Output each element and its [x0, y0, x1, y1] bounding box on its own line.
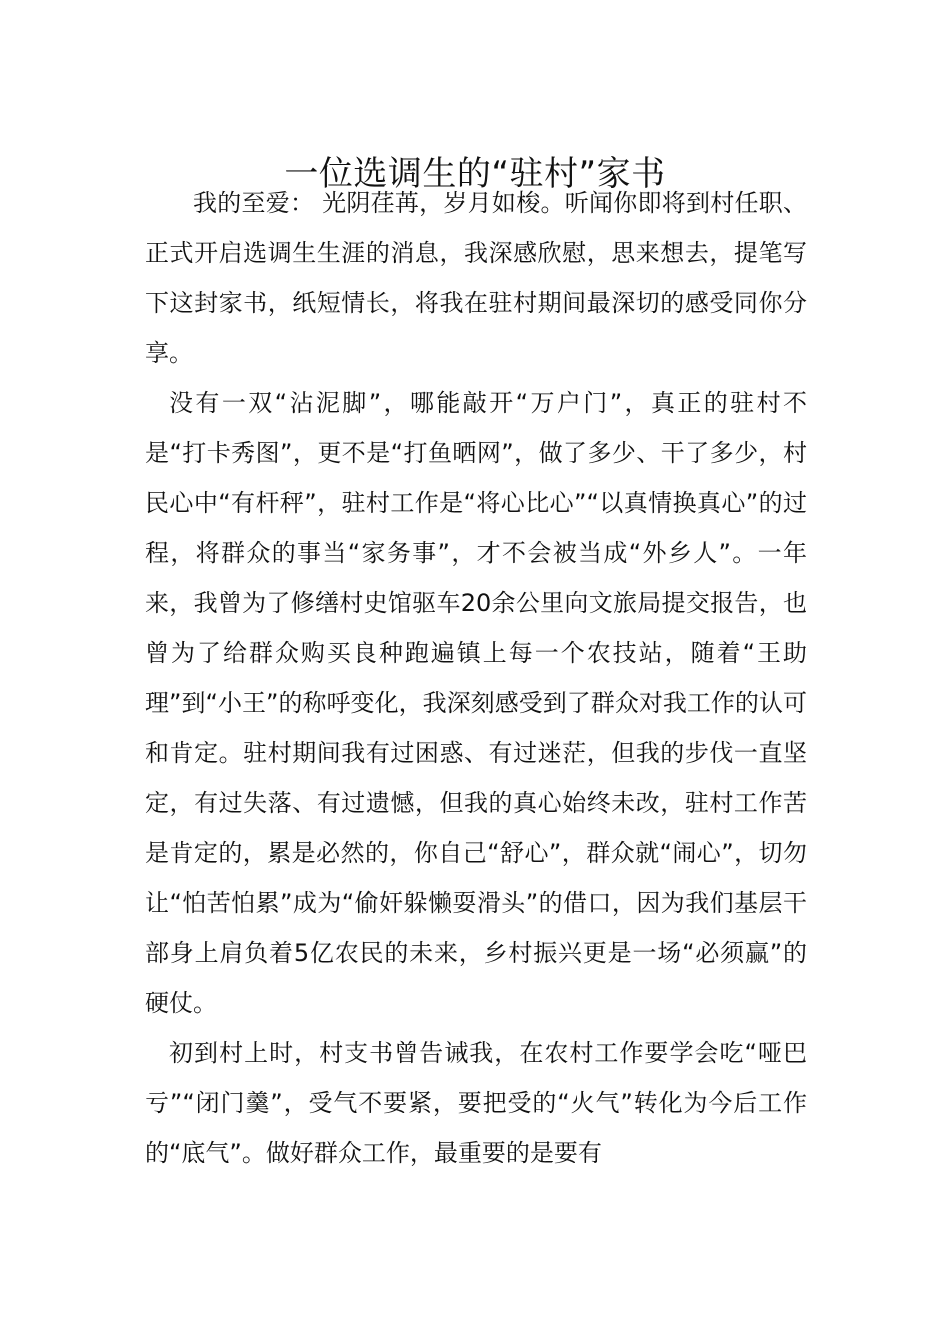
document-body: [145, 178, 807, 1178]
paragraph-village-work: 没有一双“沾泥脚”，哪能敲开“万户门”，真正的驻村不是“打卡秀图”，更不是“打鱼晒网”，做了多少、干了多少，村民心中“有杆秤”，驻村工作是“将心比心”“以真情换真心”的过程，将群众的事当“家务事”，才不会被当成“外乡人”。一年来，我曾为了修缮村史馆驱车20余公里向文旅局提交报告，也曾为了给群众购买良种跑遍镇上每一个农技站，随着“王助理”到“小王”的称呼变化，我深刻感受到了群众对我工作的认可和肯定。驻村期间我有过困惑、有过迷茫，但我的步伐一直坚定，有过失落、有过遗憾，但我的真心始终未改，驻村工作苦是肯定的，累是必然的，你自己“舒心”，群众就“闹心”，切勿让“怕苦怕累”成为“偷奸躲懒耍滑头”的借口，因为我们基层干部身上肩负着5亿农民的未来，乡村振兴更是一场“必须赢”的硬仗。: [145, 389, 807, 1017]
paragraph-greeting: 我的至爱： 光阴荏苒，岁月如梭。听闻你即将到村任职、正式开启选调生生涯的消息，我深感欣慰，思来想去，提笔写下这封家书，纸短情长，将我在驻村期间最深切的感受同你分享。: [145, 189, 807, 367]
document-title: 一位选调生的“驻村”家书: [284, 153, 666, 194]
paragraph-first-arrival: 初到村上时，村支书曾告诫我，在农村工作要学会吃“哑巴亏”“闭门羹”，受气不要紧，要把受的“火气”转化为今后工作的“底气”。做好群众工作，最重要的是要有: [145, 1039, 807, 1167]
